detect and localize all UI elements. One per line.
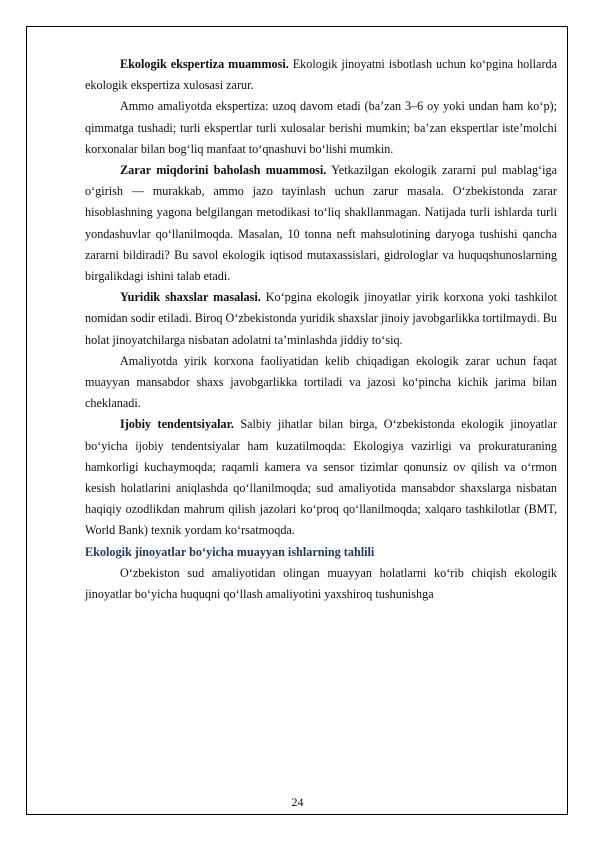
paragraph-title: Yuridik shaxslar masalasi. [120,290,261,305]
paragraph-legal-entities [85,287,557,351]
paragraph-title: Zarar miqdorini baholash muammosi. [120,163,327,178]
paragraph-expertise [85,54,557,96]
paragraph-text: Ekologik jinoyatni isbotlash uchun ko‘pgina hollarda ekologik ekspertiza xulosasi zarur. [85,57,558,93]
paragraph-text: Salbiy jihatlar bilan birga, O‘zbekistonda ekologik jinoyatlar bo‘yicha ijobiy tendentsiyalar ham kuzatilmoqda: Ekologiya vazirligi va prokuraturaning hamkorligi kuchaymoqda; raqamli kamera va sensor tizimlar qonunsiz ov qilish va o‘rmon kesish holatlarini aniqlashda qo‘llanilmoqda; sud amaliyotida mansabdor shaxslarga nisbatan haqiqiy ozodlikdan mahrum qilish jazolari ko‘proq qo‘llanilmoqda; xalqaro tashkilotlar (BMT, World Bank) texnik yordam ko‘rsatmoqda. [85,417,557,538]
paragraph-title: Ijobiy tendentsiyalar. [120,417,234,432]
paragraph-expertise-practice [85,96,557,160]
paragraph-closing: O‘zbekiston sud amaliyotidan olingan muayyan holatlarni ko‘rib chiqish ekologik jinoyatlar bo‘yicha huquqni qo‘llash amaliyotini yaxshiroq tushunishga [85,565,557,602]
paragraph-title: Ekologik ekspertiza muammosi. [120,57,289,71]
paragraph-legal-entities-practice [85,351,557,415]
paragraph-text: Yetkazilgan ekologik zararni pul mablag‘iga o‘girish — murakkab, ammo jazo tayinlash uchun zarur masala. O‘zbekistonda zarar hisoblashning yagona belgilangan metodikasi to‘liq shakllanmagan. Natijada turli ishlarda turli yondashuvlar qo‘llanilmoqda. Masalan, 10 tonna neft mahsulotining daryoga tushishi qancha zararni bildiradi? Bu savol ekologik iqtisod mutaxassislari, gidrologlar va huquqshunoslarning birgalikdagi ishini talab etadi. [85,163,558,284]
paragraph-damage-assessment [85,160,557,287]
paragraph-text: Ko‘pgina ekologik jinoyatlar yirik korxona yoki tashkilot nomidan sodir etiladi. Biroq O‘zbekistonda yuridik shaxslar jinoiy javobgarlikka tortilmaydi. Bu holat jinoyatchilarga nisbatan adolatni ta’minlashda jiddiy to‘siq. [85,290,557,347]
document-body [85,54,557,605]
paragraph-text: Ammo amaliyotda ekspertiza: uzoq davom etadi (ba’zan 3–6 oy yoki undan ham ko‘p); qimmatga tushadi; turli ekspertlar turli xulosalar berishi mumkin; ba’zan ekspertlar iste’molchi korxonalar bilan bog‘liq manfaat to‘qnashuvi bo‘lishi mumkin. [85,99,557,156]
paragraph-text: Amaliyotda yirik korxona faoliyatidan kelib chiqadigan ekologik zarar uchun faqat muayyan mansabdor shaxs javobgarlikka tortiladi va jazosi ko‘pincha kichik jarima bilan cheklanadi. [85,353,557,411]
section-heading: Ekologik jinoyatlar bo‘yicha muayyan ishlarning tahlili [85,544,375,559]
paragraph-positive-trends [85,414,557,541]
page-number: 24 [291,795,304,809]
